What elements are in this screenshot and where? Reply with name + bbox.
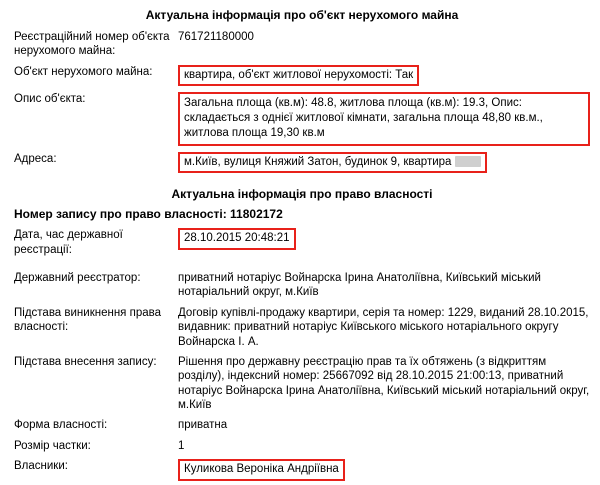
spacer-cell: [178, 261, 590, 269]
row-label: Підстава внесення запису:: [14, 355, 157, 368]
highlighted-value: квартира, об'єкт житлової нерухомості: Так: [178, 65, 419, 86]
row-label: Адреса:: [14, 152, 57, 165]
table-row: [14, 226, 590, 261]
highlighted-value: [178, 152, 487, 173]
row-value: [178, 226, 590, 261]
property-info-table: [14, 28, 590, 177]
row-label: Підстава виникнення права власності:: [14, 306, 161, 334]
table-row: [14, 90, 590, 150]
row-value: приватна: [178, 419, 228, 432]
spacer-row: [14, 261, 590, 269]
row-value: 1: [178, 439, 185, 452]
table-row: [14, 28, 590, 63]
row-label: Розмір частки:: [14, 439, 91, 452]
row-value: [178, 63, 590, 90]
row-label: Державний реєстратор:: [14, 272, 141, 285]
row-value: Договір купівлі-продажу квартири, серія та номер: 1229, виданий 28.10.2015, видавник: приватний нотаріус Київського міського нотаріального округу Войнарска І. А.: [178, 306, 589, 348]
row-label: Власники:: [14, 460, 68, 473]
row-value: [178, 457, 590, 484]
ownership-record-number: Номер запису про право власності: 11802172: [14, 207, 283, 222]
spacer-cell: [14, 261, 178, 269]
highlighted-value: Куликова Вероніка Андріївна: [178, 459, 345, 480]
row-label: Реєстраційний номер об'єкта нерухомого майна:: [14, 31, 170, 58]
row-value: Рішення про державну реєстрацію прав та їх обтяжень (з відкриттям розділу), індексний номер: 25667092 від 28.10.2015 21:00:13, приватний нотаріус Войнарска Ірина Анатоліївна, Київський міський нотаріальний округ, м.Київ: [178, 355, 590, 412]
table-row: [14, 63, 590, 90]
table-row: [14, 457, 590, 484]
row-label: Об'єкт нерухомого майна:: [14, 65, 153, 78]
highlighted-value: 28.10.2015 20:48:21: [178, 228, 296, 249]
ownership-section-title: Актуальна інформація про право власності: [171, 187, 433, 202]
ownership-info-table: [14, 226, 590, 484]
table-row: [14, 150, 590, 177]
row-label: Опис об'єкта:: [14, 93, 86, 106]
table-row: [14, 437, 590, 457]
table-row: [14, 416, 590, 436]
row-value: [178, 150, 590, 177]
row-value: [178, 90, 590, 150]
row-value: приватний нотаріус Войнарска Ірина Анатоліївна, Київський міський нотаріальний округ, м.Київ: [178, 272, 541, 299]
row-value: 761721180000: [178, 31, 254, 43]
row-label: Дата, час державної реєстрації:: [14, 229, 123, 256]
table-row: [14, 353, 590, 417]
row-label: Форма власності:: [14, 419, 108, 432]
table-row: [14, 269, 590, 304]
table-row: [14, 304, 590, 353]
property-section-title: Актуальна інформація про об'єкт нерухомого майна: [145, 8, 459, 22]
redaction-block: [455, 156, 481, 167]
highlighted-value: Загальна площа (кв.м): 48.8, житлова площа (кв.м): 19.3, Опис: складається з однієї житлової кімнати, загальна площа 48,80 кв.м., житлова площа 19,30 кв.м: [178, 92, 590, 146]
address-text: м.Київ, вулиця Княжий Затон, будинок 9, квартира: [184, 155, 452, 168]
